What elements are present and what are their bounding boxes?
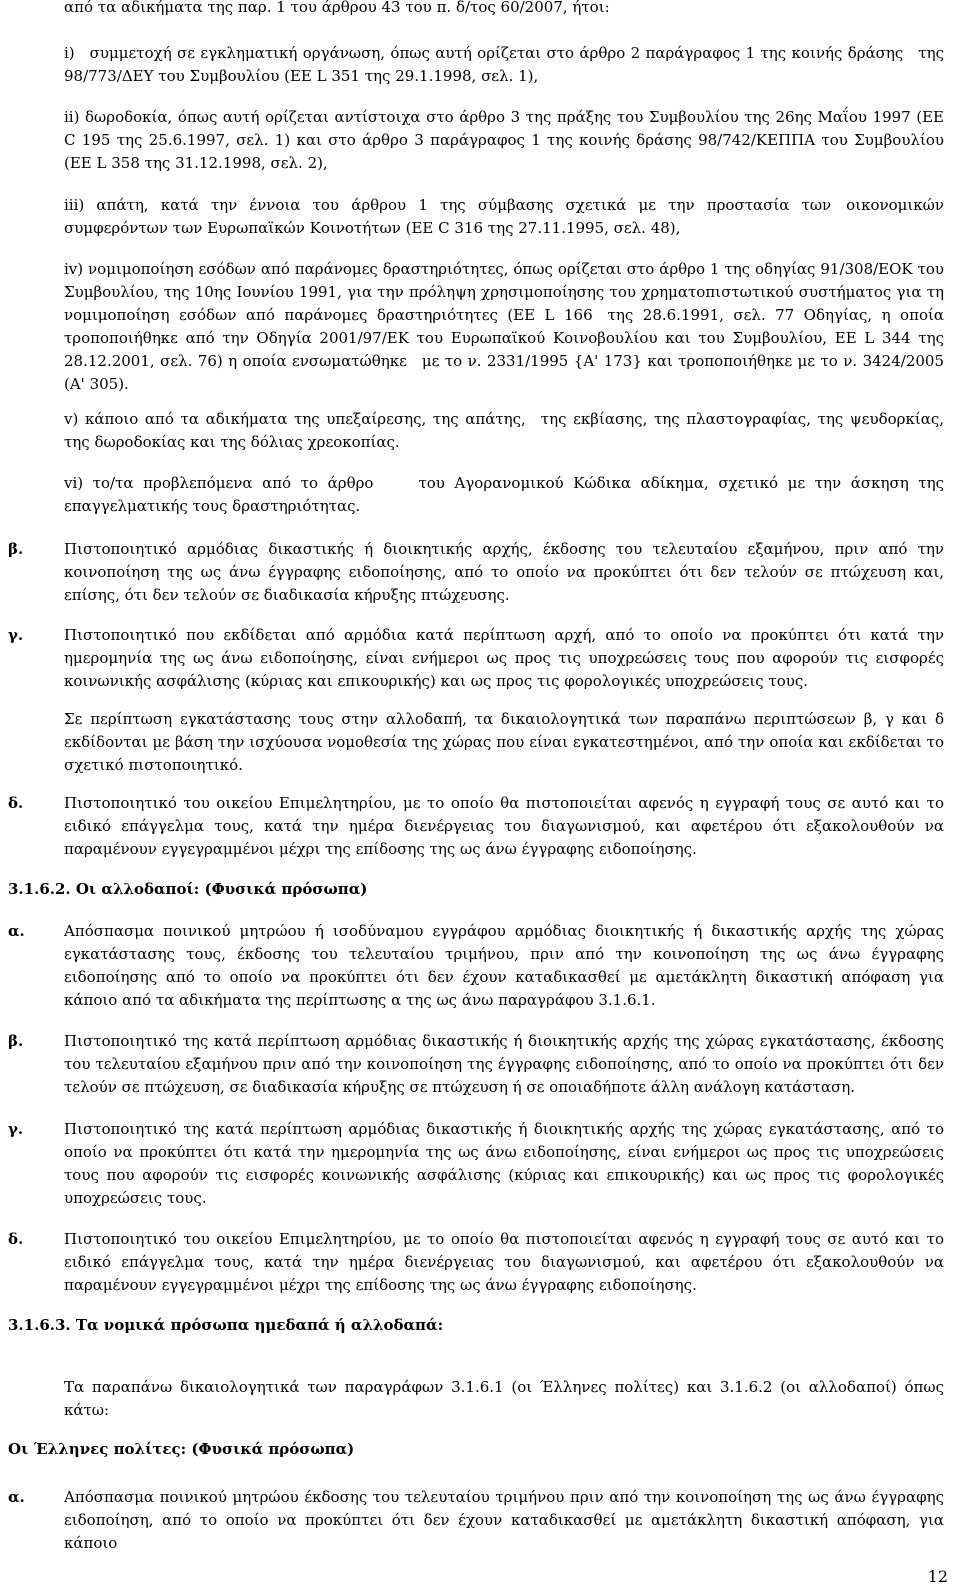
section1-gamma-note: Σε περίπτωση εγκατάστασης τους στην αλλοδαπή, τα δικαιολογητικά των παραπάνω περιπτώσεων β, γ και δ εκδίδονται με βάση την ισχύουσα νομοθεσία της χώρας που είναι εγκατεστημένοι, από την οποία και εκδίδεται το σχετικό πιστοποιητικό.	[64, 710, 944, 774]
page-number: 12	[927, 1567, 948, 1586]
section1-gamma-text: Πιστοποιητικό που εκδίδεται από αρμόδια κατά περίπτωση αρχή, από το οποίο να προκύπτει ότι κατά την ημερομηνία της ως άνω ειδοποίησης, είναι ενήμεροι ως προς τις υποχρεώσεις τους που αφορούν τις εισφορές κοινωνικής ασφάλισης (κύριας και επικουρικής) και ως προς τις φορολογικές υποχρεώσεις τους.	[64, 626, 944, 690]
continuation-line: από τα αδικήματα της παρ. 1 του άρθρου 43 του π. δ/τος 60/2007, ήτοι:	[64, 0, 610, 16]
section1-delta-text: Πιστοποιητικό του οικείου Επιμελητηρίου, με το οποίο θα πιστοποιείται αφενός η εγγραφή τους σε αυτό και το ειδικό επάγγελμα τους, κατά την ημέρα διενέργειας του διαγωνισμού, και αφετέρου ότι εξακολουθούν να παραμένουν εγγεγραμμένοι μέχρι της επίδοσης της ως άνω έγγραφης ειδοποίησης.	[64, 794, 944, 858]
section1-beta-text: Πιστοποιητικό αρμόδιας δικαστικής ή διοικητικής αρχής, έκδοσης του τελευταίου εξαμήνου, πριν από την κοινοποίηση της ως άνω έγγραφης ειδοποίησης, από το οποίο να προκύπτει ότι δεν τελούν σε πτώχευση και, επίσης, ότι δεν τελούν σε διαδικασία κήρυξης πτώχευσης.	[64, 540, 944, 604]
item-ii: ii) δωροδοκία, όπως αυτή ορίζεται αντίστοιχα στο άρθρο 3 της πράξης του Συμβουλίου της 26ης Μαΐου 1997 (ΕΕ C 195 της 25.6.1997, σελ. 1) και στο άρθρο 3 παράγραφος 1 της κοινής δράσης 98/742/ΚΕΠΠΑ του Συμβουλίου (ΕΕ L 358 της 31.12.1998, σελ. 2),	[64, 108, 944, 172]
item-iv: iv) νομιμοποίηση εσόδων από παράνομες δραστηριότητες, όπως ορίζεται στο άρθρο 1 της οδηγίας 91/308/ΕΟΚ του Συμβουλίου, της 10ης Ιουνίου 1991, για την πρόληψη χρησιμοποίησης του χρηματοπιστωτικού συστήματος για τη νομιμοποίηση εσόδων από παράνομες δραστηριότητες (ΕΕ L 166 της 28.6.1991, σελ. 77 Οδηγίας, η οποία τροποποιήθηκε από την Οδηγία 2001/97/ΕΚ του Ευρωπαϊκού Κοινοβουλίου και του Συμβουλίου, ΕΕ L 344 της 28.12.2001, σελ. 76) η οποία ενσωματώθηκε με το ν. 2331/1995 {Α' 173} και τροποποιήθηκε με το ν. 3424/2005 (Α' 305).	[64, 260, 944, 393]
section1-gamma-label: γ.	[8, 626, 24, 644]
section3-intro: Τα παραπάνω δικαιολογητικά των παραγράφων 3.1.6.1 (οι Έλληνες πολίτες) και 3.1.6.2 (οι αλλοδαποί) όπως κάτω:	[64, 1378, 944, 1419]
heading-greek-citizens: Οι Έλληνες πολίτες: (Φυσικά πρόσωπα)	[8, 1440, 355, 1458]
section2-gamma-label: γ.	[8, 1120, 24, 1138]
section2-delta-label: δ.	[8, 1230, 24, 1248]
section2-alpha-text: Απόσπασμα ποινικού μητρώου ή ισοδύναμου εγγράφου αρμόδιας διοικητικής ή δικαστικής αρχής της χώρας εγκατάστασης τους, έκδοσης του τελευταίου τριμήνου, πριν από την κοινοποίηση της ως άνω έγγραφης ειδοποίησης από το οποίο να προκύπτει ότι δεν έχουν καταδικασθεί με αμετάκλητη δικαστική απόφαση για κάποιο από τα αδικήματα της περίπτωσης α της ως άνω παραγράφου 3.1.6.1.	[64, 922, 944, 1009]
item-iii: iii) απάτη, κατά την έννοια του άρθρου 1 της σύμβασης σχετικά με την προστασία των οικονομικών συμφερόντων των Ευρωπαϊκών Κοινοτήτων (ΕΕ C 316 της 27.11.1995, σελ. 48),	[64, 196, 944, 237]
section1-beta-label: β.	[8, 540, 24, 558]
section2-gamma-text: Πιστοποιητικό της κατά περίπτωση αρμόδιας δικαστικής ή διοικητικής αρχής της χώρας εγκατάστασης, από το οποίο να προκύπτει ότι κατά την ημερομηνία της ως άνω ειδοποίησης, είναι ενήμεροι ως προς τις υποχρεώσεις τους που αφορούν τις εισφορές κοινωνικής ασφάλισης (κύριας και επικουρικής) και ως προς τις φορολογικές υποχρεώσεις τους.	[64, 1120, 944, 1207]
section2-beta-label: β.	[8, 1032, 24, 1050]
heading-3-1-6-3: 3.1.6.3. Τα νομικά πρόσωπα ημεδαπά ή αλλοδαπά:	[8, 1316, 444, 1334]
section4-alpha-label: α.	[8, 1488, 25, 1506]
item-i: i) συμμετοχή σε εγκληματική οργάνωση, όπως αυτή ορίζεται στο άρθρο 2 παράγραφος 1 της κοινής δράσης της 98/773/ΔΕΥ του Συμβουλίου (ΕΕ L 351 της 29.1.1998, σελ. 1),	[64, 44, 944, 85]
section4-alpha-text: Απόσπασμα ποινικού μητρώου έκδοσης του τελευταίου τριμήνου πριν από την κοινοποίηση της ως άνω έγγραφης ειδοποίηση, από το οποίο να προκύπτει ότι δεν έχουν καταδικασθεί με αμετάκλητη δικαστική απόφαση, για κάποιο	[64, 1488, 944, 1552]
heading-3-1-6-2: 3.1.6.2. Οι αλλοδαποί: (Φυσικά πρόσωπα)	[8, 880, 368, 898]
item-v: v) κάποιο από τα αδικήματα της υπεξαίρεσης, της απάτης, της εκβίασης, της πλαστογραφίας, της ψευδορκίας, της δωροδοκίας και της δόλιας χρεοκοπίας.	[64, 410, 944, 451]
section2-delta-text: Πιστοποιητικό του οικείου Επιμελητηρίου, με το οποίο θα πιστοποιείται αφενός η εγγραφή τους σε αυτό και το ειδικό επάγγελμα τους, κατά την ημέρα διενέργειας του διαγωνισμού, και αφετέρου ότι εξακολουθούν να παραμένουν εγγεγραμμένοι μέχρι της επίδοσης της ως άνω έγγραφης ειδοποίησης.	[64, 1230, 944, 1294]
item-vi: vi) το/τα προβλεπόμενα από το άρθρο του Αγορανομικού Κώδικα αδίκημα, σχετικό με την άσκηση της επαγγελματικής τους δραστηριότητας.	[64, 474, 944, 515]
section2-beta-text: Πιστοποιητικό της κατά περίπτωση αρμόδιας δικαστικής ή διοικητικής αρχής της χώρας εγκατάστασης, έκδοσης του τελευταίου εξαμήνου πριν από την κοινοποίηση της έγγραφης ειδοποίησης, από το οποίο να προκύπτει ότι δεν τελούν σε πτώχευση, σε διαδικασία κήρυξης σε πτώχευση ή σε οποιαδήποτε άλλη ανάλογη κατάσταση.	[64, 1032, 944, 1096]
section1-delta-label: δ.	[8, 794, 24, 812]
section2-alpha-label: α.	[8, 922, 25, 940]
